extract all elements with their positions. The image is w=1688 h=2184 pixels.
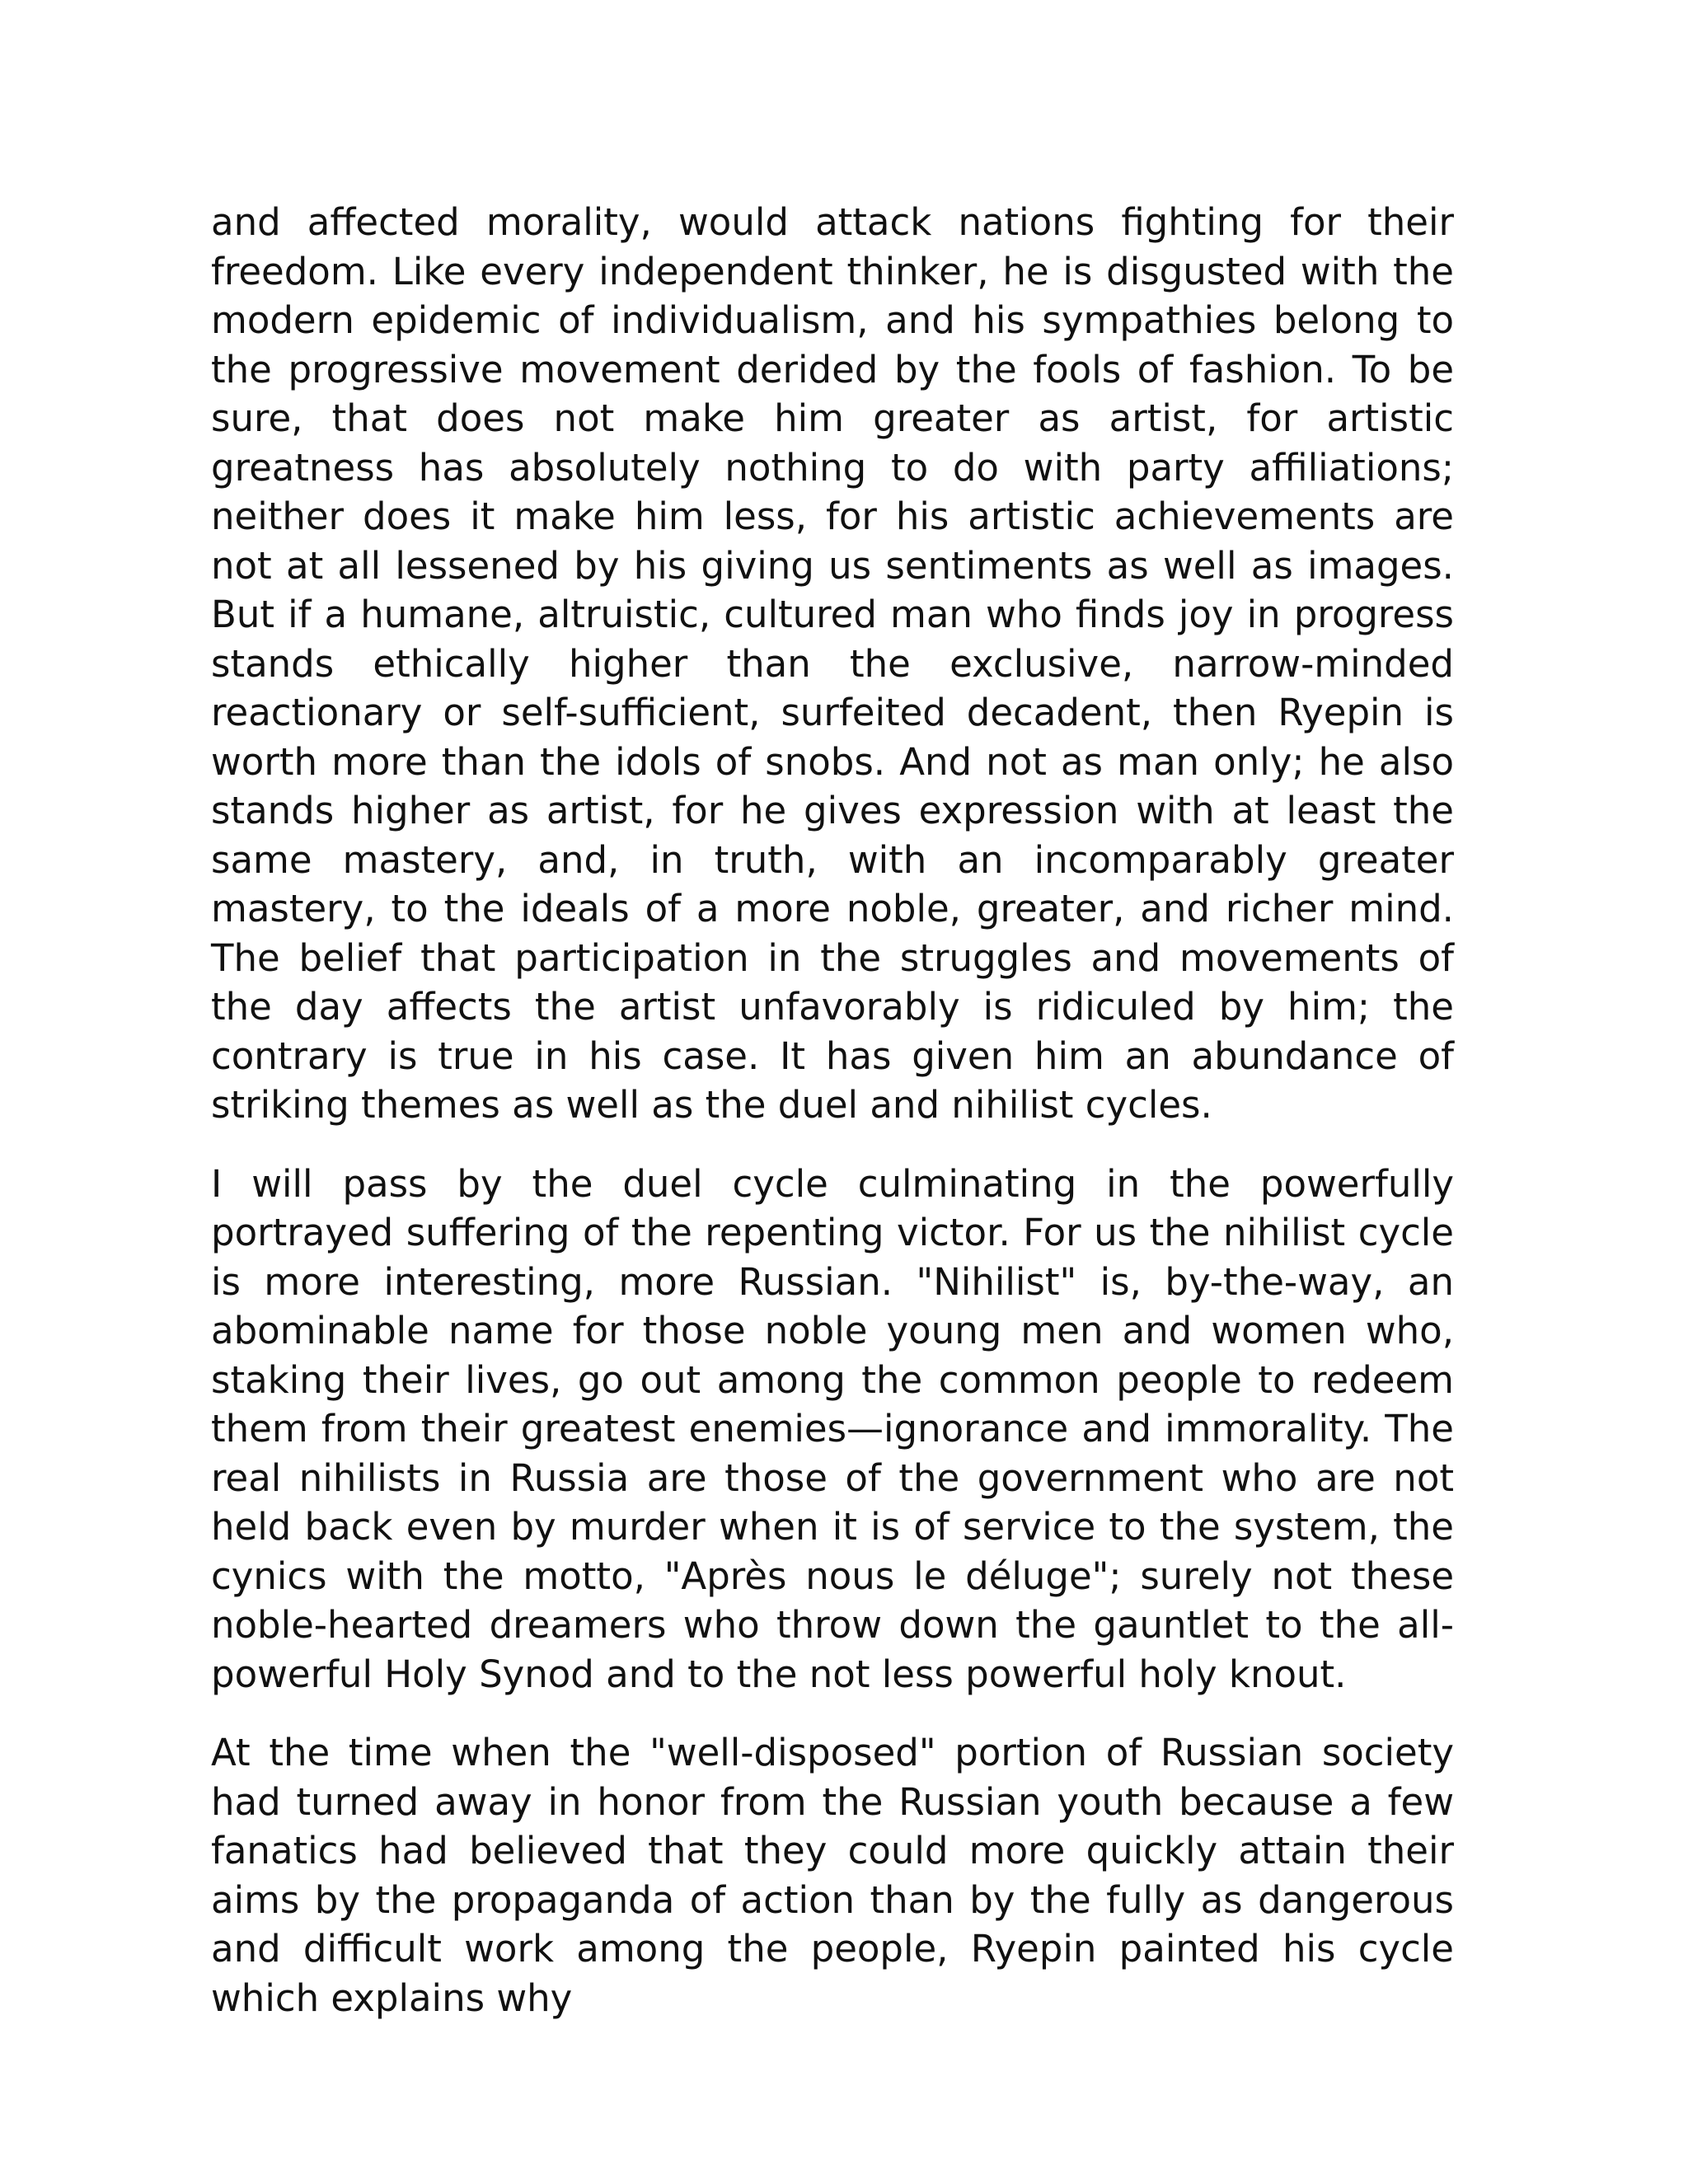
- body-text: [211, 198, 1454, 2052]
- paragraph-2: I will pass by the duel cycle culminating in the powerfully portrayed suffering of the repenting victor. For us the nihilist cycle is more interesting, more Russian. "Nihilist" is, by-the-way, an abominable name for those noble young men and women who, staking their lives, go out among the common people to redeem them from their greatest enemies—ignorance and immorality. The real nihilists in Russia are those of the government who are not held back even by murder when it is of service to the system, the cynics with the motto, "Après nous le déluge"; surely not these noble-hearted dreamers who throw down the gauntlet to the all-powerful Holy Synod and to the not less powerful holy knout.: [211, 1161, 1454, 1696]
- paragraph-1: and affected morality, would attack nations fighting for their freedom. Like every independent thinker, he is disgusted with the modern epidemic of individualism, and his sympathies belong to the progressive movement derided by the fools of fashion. To be sure, that does not make him greater as artist, for artistic greatness has absolutely nothing to do with party affiliations; neither does it make him less, for his artistic achievements are not at all lessened by his giving us sentiments as well as images. But if a humane, altruistic, cultured man who finds joy in progress stands ethically higher than the exclusive, narrow-minded reactionary or self-sufficient, surfeited decadent, then Ryepin is worth more than the idols of snobs. And not as man only; he also stands higher as artist, for he gives expression with at least the same mastery, and, in truth, with an incomparably greater mastery, to the ideals of a more noble, greater, and richer mind. The belief that participation in the struggles and movements of the day affects the artist unfavorably is ridiculed by him; the contrary is true in his case. It has given him an abundance of striking themes as well as the duel and nihilist cycles.: [211, 200, 1454, 1127]
- paragraph-3: At the time when the "well-disposed" portion of Russian society had turned away in honor from the Russian youth because a few fanatics had believed that they could more quickly attain their aims by the propaganda of action than by the fully as dangerous and difficult work among the people, Ryepin painted his cycle which explains why: [211, 1731, 1454, 2020]
